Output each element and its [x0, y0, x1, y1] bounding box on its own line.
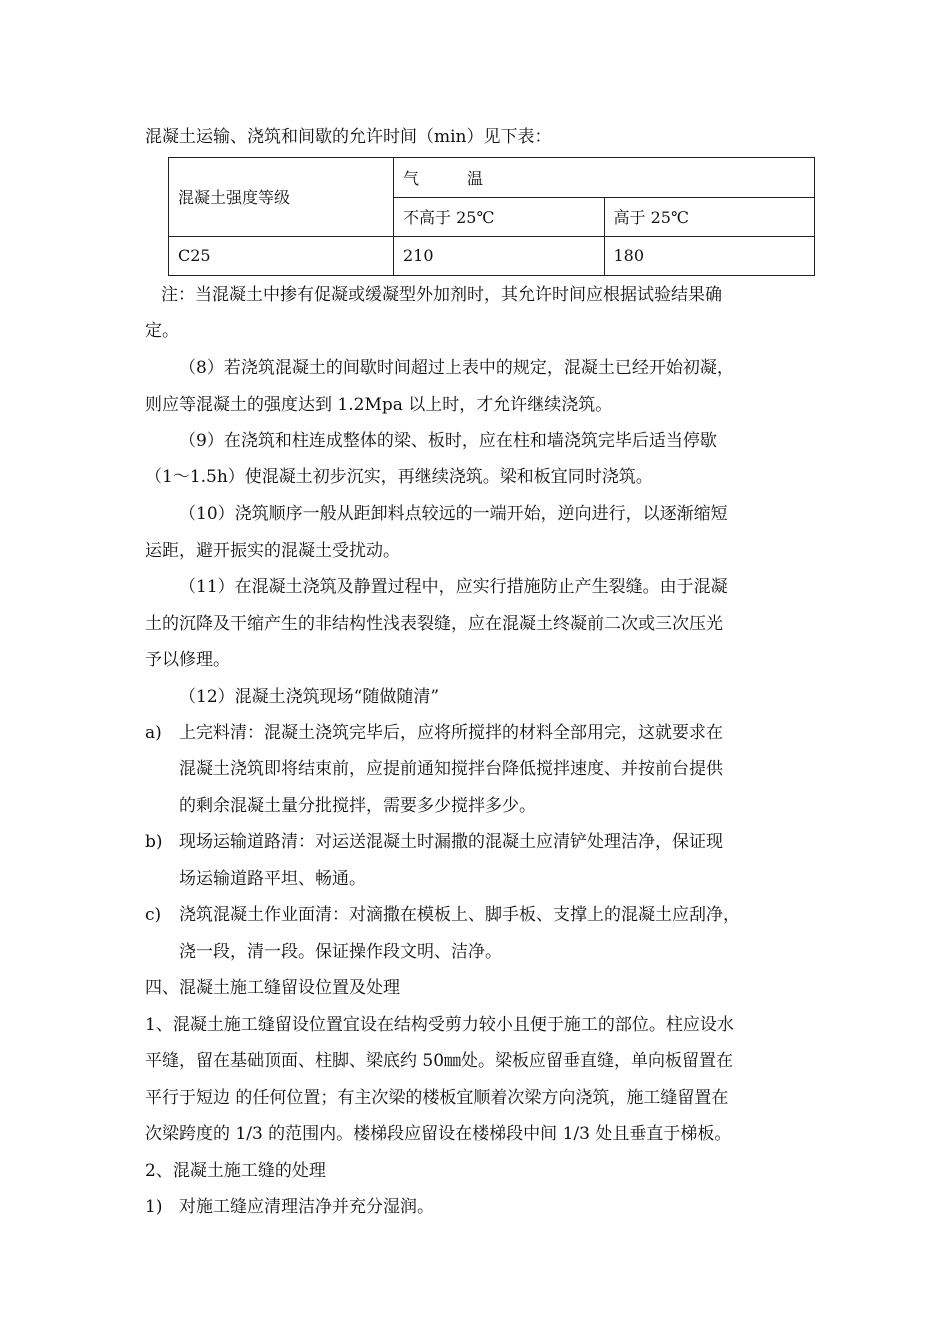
list-item-c: 浇一段，清一段。保证操作段文明、洁净。: [179, 942, 502, 962]
paragraph-9: （1～1.5h）使混凝土初步沉实，再继续浇筑。梁和板宜同时浇筑。: [145, 467, 653, 487]
header-temperature: 气 温: [394, 158, 815, 198]
note-line: 注：当混凝土中掺有促凝或缓凝型外加剂时，其允许时间应根据试验结果确: [161, 285, 722, 305]
cell-grade: C25: [169, 236, 394, 275]
subheader-high-temp: 高于 25℃: [604, 198, 815, 236]
allowed-time-table: [168, 157, 815, 276]
paragraph-1: 平缝，留在基础顶面、柱脚、梁底约 50㎜处。梁板应留垂直缝，单向板留置在: [145, 1051, 734, 1071]
list-item-b: 现场运输道路清：对运送混凝土时漏撒的混凝土应清铲处理洁净，保证现: [179, 832, 723, 852]
list-marker-b: b): [145, 832, 163, 852]
paragraph-9: （9）在浇筑和柱连成整体的梁、板时，应在柱和墙浇筑完毕后适当停歇: [179, 431, 717, 451]
cell-high-temp: 180: [604, 236, 815, 275]
paragraph-1: 次梁跨度的 1/3 的范围内。楼梯段应留设在楼梯段中间 1/3 处且垂直于梯板。: [145, 1124, 732, 1144]
paragraph-12: （12）混凝土浇筑现场“随做随清”: [179, 687, 440, 707]
paragraph-1: 1、混凝土施工缝留设位置宜设在结构受剪力较小且便于施工的部位。柱应设水: [145, 1015, 734, 1035]
paragraph-8: （8）若浇筑混凝土的间歇时间超过上表中的规定，混凝土已经开始初凝，: [179, 358, 734, 378]
paragraph-11: （11）在混凝土浇筑及静置过程中，应实行措施防止产生裂缝。由于混凝: [179, 577, 728, 597]
paragraph-1: 平行于短边 的任何位置；有主次梁的楼板宜顺着次梁方向浇筑，施工缝留置在: [145, 1088, 729, 1108]
cell-low-temp: 210: [394, 236, 605, 275]
paragraph-10: 运距，避开振实的混凝土受扰动。: [145, 541, 400, 561]
subheader-low-temp: 不高于 25℃: [394, 198, 605, 236]
paragraph-11: 予以修理。: [145, 650, 230, 670]
list-item-c: 浇筑混凝土作业面清：对滴撒在模板上、脚手板、支撑上的混凝土应刮净，: [179, 905, 740, 925]
note-line: 定。: [145, 321, 179, 341]
subheading-2: 2、混凝土施工缝的处理: [145, 1161, 326, 1181]
list-item-1: 对施工缝应清理洁净并充分湿润。: [179, 1197, 434, 1217]
list-item-a: 混凝土浇筑即将结束前，应提前通知搅拌台降低搅拌速度、并按前台提供: [179, 759, 723, 779]
paragraph-10: （10）浇筑顺序一般从距卸料点较远的一端开始，逆向进行，以逐渐缩短: [179, 504, 728, 524]
header-grade: 混凝土强度等级: [169, 158, 394, 237]
table-intro: 混凝土运输、浇筑和间歇的允许时间（min）见下表：: [145, 127, 552, 147]
list-item-a: 的剩余混凝土量分批搅拌，需要多少搅拌多少。: [179, 796, 536, 816]
list-marker-c: c): [145, 905, 162, 925]
paragraph-8: 则应等混凝土的强度达到 1.2Mpa 以上时，才允许继续浇筑。: [145, 395, 613, 415]
list-marker-a: a): [145, 723, 162, 743]
section-heading: 四、混凝土施工缝留设位置及处理: [145, 978, 400, 998]
paragraph-11: 土的沉降及干缩产生的非结构性浅表裂缝，应在混凝土终凝前二次或三次压光: [145, 614, 723, 634]
list-marker-1: 1): [145, 1197, 163, 1217]
list-item-a: 上完料清：混凝土浇筑完毕后，应将所搅拌的材料全部用完，这就要求在: [179, 723, 723, 743]
list-item-b: 场运输道路平坦、畅通。: [179, 869, 366, 889]
